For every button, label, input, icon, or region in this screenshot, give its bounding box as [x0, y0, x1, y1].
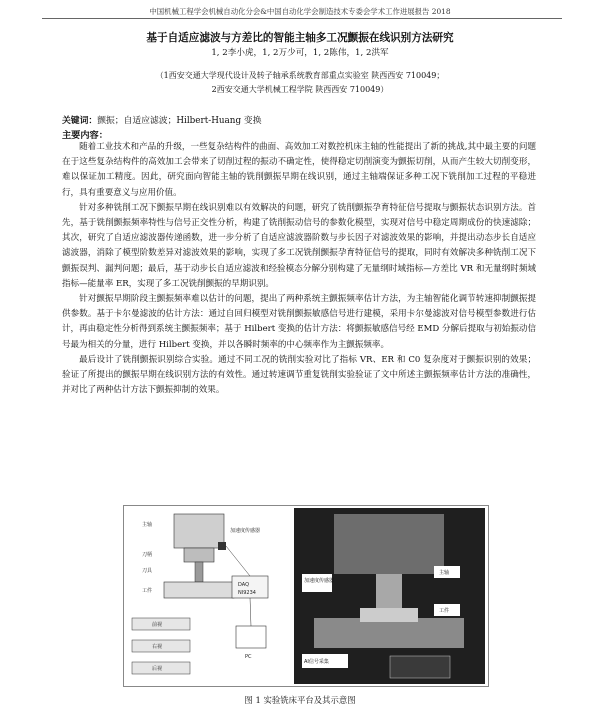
- figure-label: 刀柄: [142, 552, 153, 558]
- figure-label: DAQ: [238, 582, 250, 588]
- pc-box: [236, 626, 266, 648]
- figure-label: 工件: [142, 588, 153, 594]
- cable-line: [226, 546, 250, 576]
- paper-title: 基于自适应滤波与方差比的智能主轴多工况颤振在线识别方法研究: [146, 32, 454, 44]
- section-heading: 主要内容：: [62, 130, 108, 141]
- schematic-svg: [124, 506, 290, 686]
- affiliation-line-1: （1西安交通大学现代设计及转子轴承系统教育部重点实验室 陕西西安 710049；: [155, 71, 445, 80]
- cable-line: [250, 598, 251, 626]
- spindle-head: [334, 514, 444, 574]
- paragraph: 随着工业技术和产品的升级，一些复杂结构件的曲面、高效加工对数控机床主轴的性能提出了新的挑战,其中最主要的问题在于这些复杂结构件的高效加工会带来了切削过程的振动不确定性，使得稳定切削演变为颤振切削，从而产生较大切削变形，难以保证加工精度。因此，研究面向智能主轴的铣削颤振早期在线识别，通过主轴端保证多种工况下铣削加工过程的平稳进行，具有重要意义与应用价值。: [62, 142, 536, 198]
- workpiece-photo: [360, 608, 418, 622]
- tool-shape: [195, 562, 203, 582]
- keywords-text: 颤振；自适应滤波；Hilbert-Huang 变换: [97, 116, 262, 126]
- keywords-line: [62, 113, 262, 126]
- figure-1: [123, 505, 489, 687]
- figure-label: PC: [245, 654, 252, 660]
- figure-label: 刀具: [142, 568, 153, 574]
- figure-caption: 图 1 实验铣床平台及其示意图: [244, 695, 356, 705]
- photo-svg: [294, 508, 485, 684]
- photo-label: AI信号采集: [304, 659, 329, 665]
- figure-label: 前视: [152, 622, 163, 628]
- machine-photo: [294, 508, 485, 684]
- photo-label: 主轴: [439, 570, 450, 576]
- paragraph: 针对颤振早期阶段主颤振频率难以估计的问题，提出了两种系统主颤振频率估计方法，为主轴智能化调节转速抑制颤振提供参数。基于卡尔曼滤波的估计方法：通过自回归模型对铣削颤振敏感信号进行建模，采用卡尔曼滤波对信号模型参数进行估计，再由稳定性分析得到系统主颤振频率；基于 Hilbert 变换的估计方法：将颤振敏感信号经 EMD 分解后提取与初始振动信号最为相关的分量，进行 Hilbert 变换，并以各瞬时频率的中心频率作为主颤振频率。: [62, 294, 536, 350]
- sensor-shape: [218, 542, 226, 550]
- figure-label: 右视: [152, 644, 163, 650]
- paragraph: 最后设计了铣削颤振识别综合实验。通过不同工况的铣削实验对比了指标 VR、ER 和 C0 复杂度对于颤振识别的效果；验证了所提出的颤振早期在线识别方法的有效性。通过转速调节重复铣削实验验证了文中所述主颤振频率估计方法的准确性，并对比了两种估计方法下颤振抑制的效果。: [62, 354, 536, 396]
- workpiece-shape: [164, 582, 234, 598]
- paragraph: 针对多种铣削工况下颤振早期在线识别难以有效解决的问题，研究了铣削颤振孕育特征信号提取与颤振状态识别方法。首先，基于铣削颤振频率特性与信号正交性分析，构建了铣削振动信号的参数化模型，实现对信号中稳定周期成份的快速滤除；其次，研究了自适应滤波器传递函数，进一步分析了自适应滤波器阶数与步长因子对滤波效果的影响，并提出动态步长自适应滤波器，消除了模型阶数差异对滤波效果的影响，实现了多工况铣削颤振孕育特征信号的提取，同时有效解决多种铣削工况下颤振误判、漏判问题；最后，基于动步长自适应滤波和经验模态分解分别构建了无量纲时域指标—方差比 VR 和无量纲时频域指标—能量率 ER，实现了多工况铣削颤振的早期识别。: [62, 202, 536, 289]
- spindle-shape: [174, 514, 224, 548]
- machine-table: [314, 618, 464, 648]
- photo-label: 工件: [439, 608, 450, 614]
- running-header: 中国机械工程学会机械自动化分会&中国自动化学会制造技术专委会学术工作进展报告 2018: [149, 7, 451, 16]
- schematic-diagram: [124, 506, 290, 686]
- photo-label: 加速度传感器: [304, 578, 335, 584]
- keywords-label: 关键词：: [62, 116, 98, 126]
- tool-holder-shape: [184, 548, 214, 562]
- figure-label: 后视: [152, 666, 163, 672]
- daq-monitor: [390, 656, 450, 678]
- header-rule: [42, 18, 562, 19]
- figure-label: 主轴: [142, 522, 153, 528]
- body-text: [62, 140, 536, 398]
- author-list: 1, 2李小虎，1, 2万少可，1, 2陈伟，1, 2洪军: [211, 48, 389, 58]
- affiliation-line-2: 2西安交通大学机械工程学院 陕西西安 710049）: [211, 85, 389, 94]
- figure-label: NI9234: [238, 590, 256, 596]
- figure-label: 加速度传感器: [230, 528, 261, 534]
